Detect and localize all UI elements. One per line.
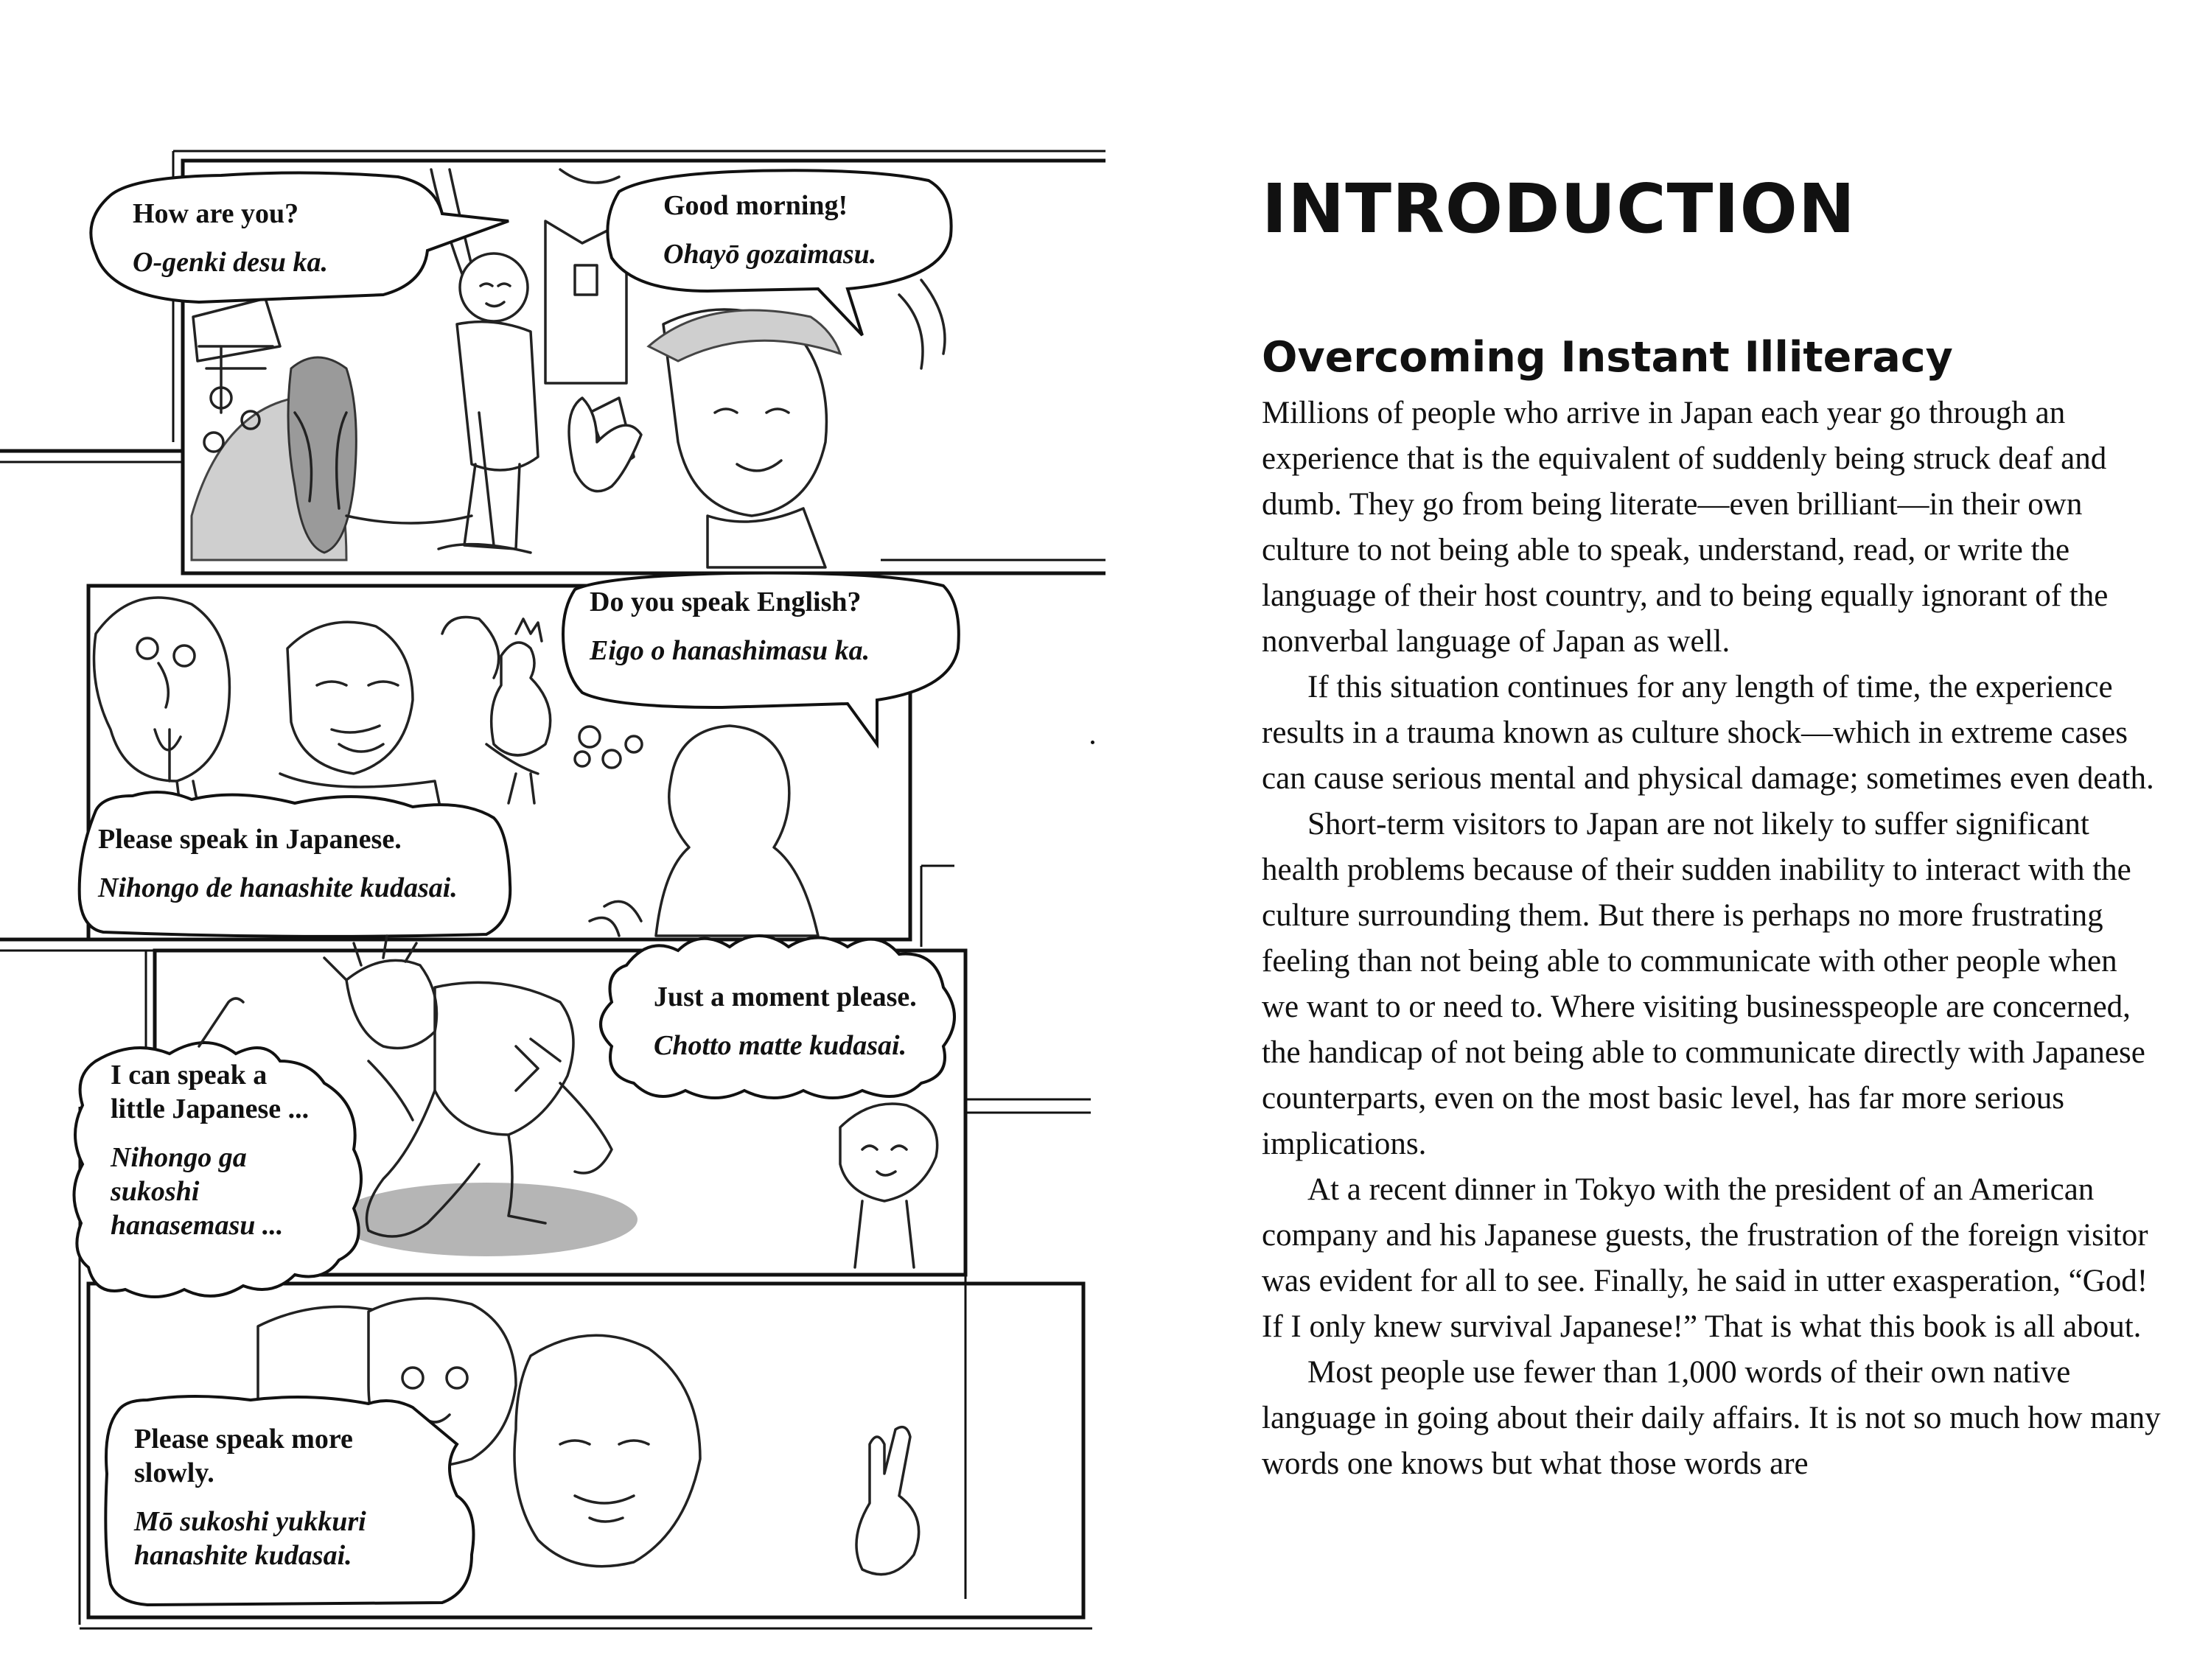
bubble-japanese-text: sukoshi (111, 1176, 200, 1207)
bubble-japanese-text: Nihongo de hanashite kudasai. (98, 872, 458, 903)
paragraph: Most people use fewer than 1,000 words of their own native language in going about their daily affairs. It is not so much how many words one knows but what those words are (1262, 1355, 2161, 1481)
rooster (492, 643, 551, 755)
boy-hand (569, 398, 641, 491)
bubble-text-just-a-moment (654, 980, 917, 1063)
bubble-japanese-text: hanasemasu ... (111, 1210, 284, 1241)
dog-face (94, 598, 230, 781)
bubble-english-text: little Japanese ... (111, 1093, 310, 1124)
thinking-man-head (346, 960, 437, 1048)
bubble-japanese-text: Nihongo ga (111, 1142, 247, 1173)
old-man-head (460, 253, 528, 321)
page-title: INTRODUCTION (1262, 169, 1856, 248)
bubble-text-i-can-speak-a-little (111, 1058, 309, 1242)
bubble-english-text: How are you? (133, 198, 299, 229)
bubble-japanese-text: Ohayō gozaimasu. (663, 239, 877, 270)
bubble-english-text: Please speak in Japanese. (98, 824, 402, 855)
back-of-head-figure (656, 726, 818, 936)
paragraph: Millions of people who arrive in Japan each year go through an experience that is the equivalent of suddenly being struck deaf and dumb. They go from being literate—even brilliant—in their own culture to not being able to speak, understand, read, or write the language of their host country, and to being equally ignorant of the nonverbal language of Japan as well. (1262, 396, 2109, 659)
bubble-english-text: Do you speak English? (590, 587, 862, 617)
bald-man-face (514, 1335, 700, 1566)
floor-shadow (335, 1183, 638, 1256)
bubble-english-text: Good morning! (663, 190, 848, 221)
article-body (1262, 391, 2161, 1487)
bubble-text-good-morning (663, 189, 876, 271)
paragraph: Short-term visitors to Japan are not likely to suffer significant health problems because of their sudden inability to interact with the culture surrounding them. But there is perhaps no more frustrating feeling than not being able to communicate with other people when we want to or need to. Where visiting businesspeople are concerned, the handicap of not being able to communicate directly with Japanese counterparts, even on the most basic level, has far more serious implications. (1262, 807, 2145, 1161)
bubble-japanese-text: hanashite kudasai. (134, 1540, 352, 1571)
pig-face (840, 1104, 937, 1201)
bubble-english-text: Please speak more (134, 1424, 353, 1455)
bubble-text-please-speak-japanese (98, 822, 458, 905)
bubble-text-how-are-you (133, 197, 328, 279)
bubble-english-text: slowly. (134, 1457, 214, 1488)
peace-sign-hand (856, 1427, 919, 1575)
paragraph: At a recent dinner in Tokyo with the president of an American company and his Japanese guests, the frustration of the foreign visitor was evident for all to see. Finally, he said in utter exasperation, “God! If I only knew survival Japanese!” That is what this book is all about. (1262, 1172, 2148, 1344)
bubble-english-text: Just a moment please. (654, 981, 917, 1012)
bubble-japanese-text: Mō sukoshi yukkuri (134, 1506, 366, 1537)
bubble-japanese-text: Chotto matte kudasai. (654, 1030, 907, 1061)
bubble-text-please-speak-slowly (134, 1422, 366, 1572)
bubble-text-do-you-speak-english (590, 585, 870, 668)
stray-ink-dot (1091, 741, 1094, 744)
paragraph: If this situation continues for any length of time, the experience results in a trauma known as culture shock—which in extreme cases can cause serious mental and physical damage; sometimes even death. (1262, 670, 2154, 796)
section-heading: Overcoming Instant Illiteracy (1262, 333, 1953, 382)
bubble-japanese-text: Eigo o hanashimasu ka. (590, 635, 870, 666)
bubble-japanese-text: O-genki desu ka. (133, 247, 328, 278)
bubble-english-text: I can speak a (111, 1060, 268, 1091)
